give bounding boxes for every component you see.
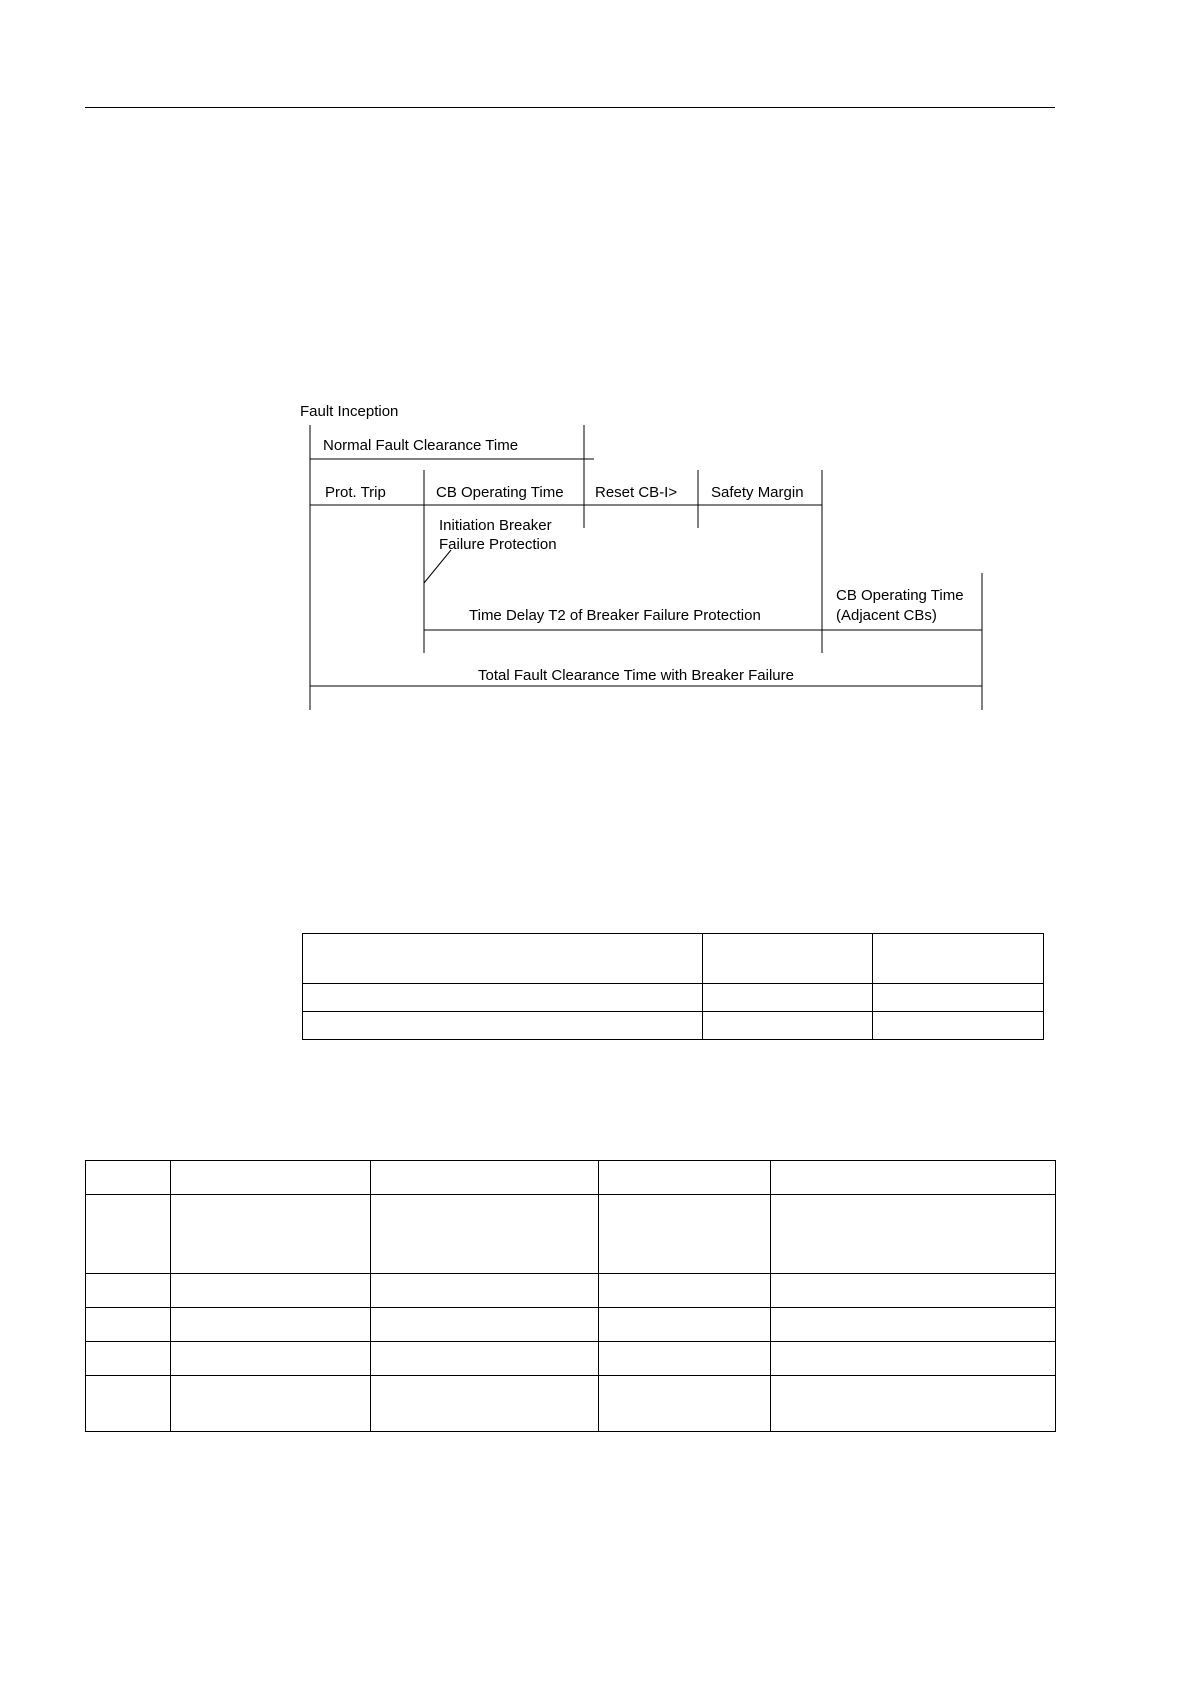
table-row: [86, 1308, 1056, 1342]
table-cell: [171, 1161, 371, 1195]
table-cell: [771, 1376, 1056, 1432]
table-cell: [599, 1376, 771, 1432]
breaker-failure-timing-diagram: [0, 0, 1190, 760]
table-cell: [371, 1342, 599, 1376]
table-row: [303, 1012, 1044, 1040]
table-cell: [86, 1376, 171, 1432]
table-cell: [171, 1195, 371, 1274]
table-row: [86, 1376, 1056, 1432]
table-cell: [371, 1376, 599, 1432]
table-row: [86, 1342, 1056, 1376]
initiation-leader-line: [424, 550, 451, 583]
cb-operating-adjacent-line1: CB Operating Time: [836, 587, 964, 604]
table-cell: [371, 1308, 599, 1342]
cb-operating-adjacent-line2: (Adjacent CBs): [836, 607, 937, 624]
table-cell: [599, 1342, 771, 1376]
prot-trip-label: Prot. Trip: [325, 484, 386, 501]
initiation-label-line1: Initiation Breaker: [439, 517, 552, 534]
table-cell: [771, 1342, 1056, 1376]
table-cell: [703, 934, 873, 984]
table-cell: [599, 1274, 771, 1308]
table-cell: [371, 1274, 599, 1308]
parameter-table: [85, 1160, 1056, 1432]
cb-operating-time-label: CB Operating Time: [436, 484, 564, 501]
total-clearance-label: Total Fault Clearance Time with Breaker Failure: [478, 667, 794, 684]
table-cell: [703, 984, 873, 1012]
time-delay-label: Time Delay T2 of Breaker Failure Protection: [469, 607, 761, 624]
table-cell: [771, 1195, 1056, 1274]
table-cell: [873, 1012, 1044, 1040]
table-cell: [771, 1161, 1056, 1195]
table-cell: [86, 1195, 171, 1274]
table-cell: [703, 1012, 873, 1040]
table-cell: [171, 1308, 371, 1342]
table-row: [303, 934, 1044, 984]
table-cell: [86, 1342, 171, 1376]
table-cell: [303, 984, 703, 1012]
table-cell: [171, 1342, 371, 1376]
table-cell: [171, 1274, 371, 1308]
table-row: [86, 1195, 1056, 1274]
reset-cb-label: Reset CB-I>: [595, 484, 678, 501]
table-cell: [86, 1274, 171, 1308]
table-cell: [171, 1376, 371, 1432]
table-cell: [371, 1161, 599, 1195]
table-row: [86, 1161, 1056, 1195]
normal-fault-clearance-label: Normal Fault Clearance Time: [323, 437, 519, 454]
settings-table: [302, 933, 1044, 1040]
safety-margin-label: Safety Margin: [711, 484, 804, 501]
table-row: [86, 1274, 1056, 1308]
initiation-label-line2: Failure Protection: [439, 536, 557, 553]
table-cell: [771, 1308, 1056, 1342]
table-cell: [873, 984, 1044, 1012]
table-cell: [873, 934, 1044, 984]
table-cell: [599, 1308, 771, 1342]
table-cell: [303, 1012, 703, 1040]
table-row: [303, 984, 1044, 1012]
table-cell: [599, 1195, 771, 1274]
table-cell: [303, 934, 703, 984]
table-cell: [599, 1161, 771, 1195]
table-cell: [86, 1308, 171, 1342]
table-cell: [86, 1161, 171, 1195]
fault-inception-label: Fault Inception: [300, 403, 399, 420]
table-cell: [771, 1274, 1056, 1308]
table-cell: [371, 1195, 599, 1274]
